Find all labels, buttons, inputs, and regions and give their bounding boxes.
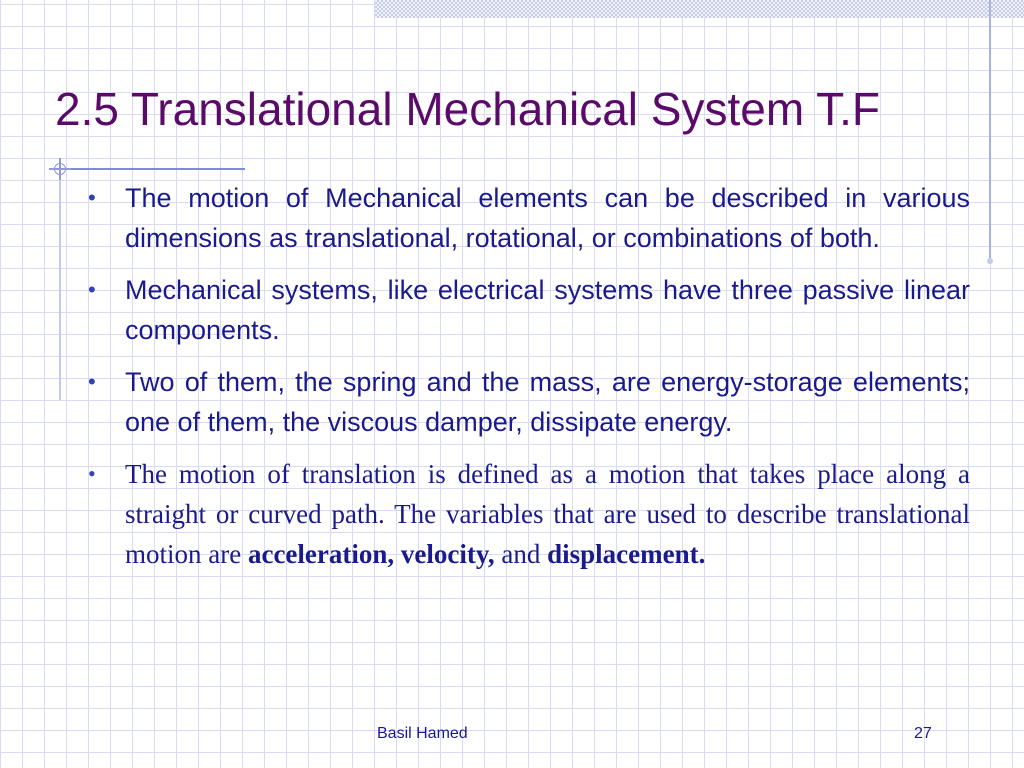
decorative-line-endpoint — [987, 258, 993, 264]
bullet-icon: • — [88, 185, 96, 210]
bullet-icon: • — [88, 369, 96, 394]
bullet-text: The motion of Mechanical elements can be described in various dimensions as translational, rotational, or combinations of both. — [125, 183, 970, 253]
bullet-item-motion-dimensions — [88, 178, 970, 258]
header-pattern-band — [375, 0, 1024, 18]
decorative-stem-line — [59, 180, 61, 400]
bullet-text: Mechanical systems, like electrical systems have three passive linear components. — [125, 275, 970, 345]
bullet-icon: • — [88, 461, 96, 486]
term-acceleration: acceleration, — [247, 539, 395, 569]
bullet-item-translation-definition — [88, 454, 970, 574]
term-velocity: velocity, — [400, 539, 495, 569]
bullet-text-intro: The motion of translation is defined as a motion that takes place along a straight or curved path. The variables that are used to describe translational motion are — [125, 459, 970, 569]
bullet-item-passive-components — [88, 270, 970, 350]
bullet-list — [88, 178, 970, 586]
term-displacement: displacement. — [547, 539, 706, 569]
bullet-item-energy-storage — [88, 362, 970, 442]
footer-page-number: 27 — [914, 725, 932, 742]
bullet-text: Two of them, the spring and the mass, are energy-storage elements; one of them, the viscous damper, dissipate energy. — [125, 367, 970, 437]
bullet-text-joiner: and — [494, 539, 548, 569]
crosshair-icon — [49, 158, 71, 180]
footer-author: Basil Hamed — [377, 725, 468, 742]
title-underline — [57, 168, 245, 170]
bullet-icon: • — [88, 277, 96, 302]
slide-title: 2.5 Translational Mechanical System T.F — [55, 83, 880, 135]
